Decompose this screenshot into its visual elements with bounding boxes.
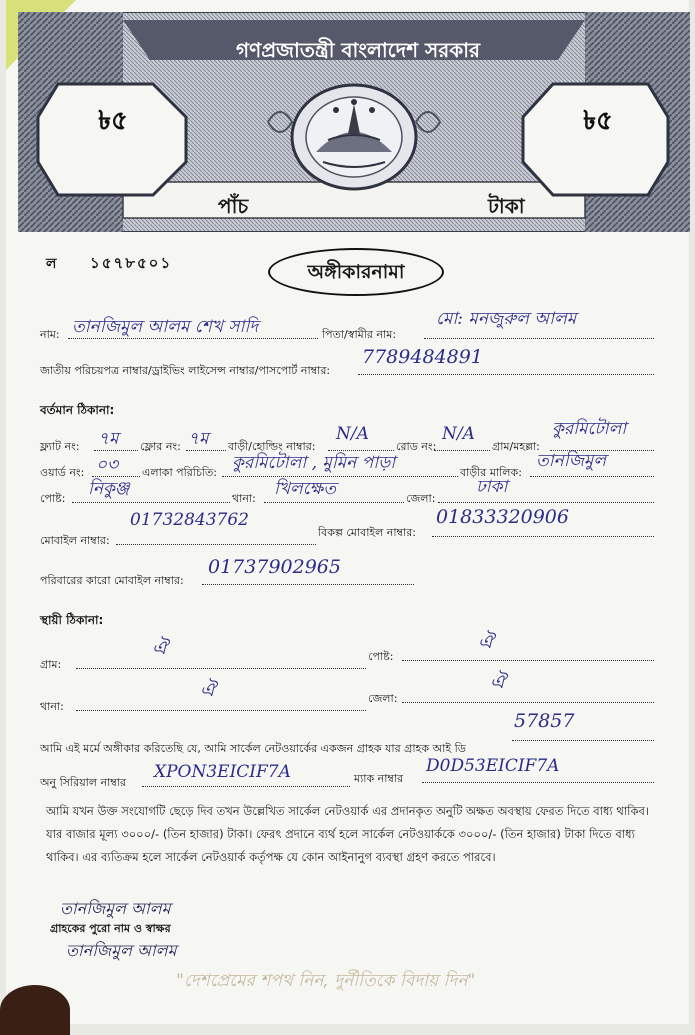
flat-value: ৭ম bbox=[98, 429, 119, 449]
area-value: কুরমিটোলা , মুমিন পাড়া bbox=[232, 453, 396, 473]
house-label: বাড়ী/হোল্ডিং নাম্বার: bbox=[228, 440, 316, 453]
declaration-paragraph bbox=[46, 800, 676, 869]
mobile-line bbox=[116, 544, 316, 545]
perm-post-label: পোষ্ট: bbox=[368, 650, 394, 663]
onu-label: অনু সিরিয়াল নাম্বার bbox=[40, 776, 127, 789]
footer-slogan: "দেশপ্রেমের শপথ নিন, দুর্নীতিকে বিদায় দিন" bbox=[176, 971, 476, 991]
declaration-line-2: যার বাজার মূল্য ৩০০০/- (তিন হাজার) টাকা। ফেরৎ প্রদানে ব্যর্থ হলে সার্কেল নেটওয়ার্ককে ৩০০০/- (তিন হাজার) টাকা দিতে বাধ্য bbox=[46, 827, 635, 841]
signature-caption: গ্রাহকের পুরো নাম ও স্বাক্ষর bbox=[50, 922, 171, 935]
perm-thana-line bbox=[76, 710, 366, 711]
owner-line bbox=[530, 476, 654, 477]
family-mobile-line bbox=[202, 584, 414, 585]
onu-line bbox=[142, 786, 350, 787]
stamp-header: গণপ্রজাতন্ত্রী বাংলাদেশ সরকার bbox=[236, 38, 480, 62]
customer-id-value: 57857 bbox=[514, 710, 575, 732]
perm-post-value: ঐ bbox=[478, 631, 494, 653]
thana-value: খিলক্ষেত bbox=[274, 479, 337, 499]
serial-number: ১৫৭৮৫০১ bbox=[90, 254, 173, 272]
perm-village-value: ঐ bbox=[152, 637, 168, 659]
owner-value: তানজিমুল bbox=[536, 451, 607, 471]
house-value: N/A bbox=[336, 424, 369, 444]
mobile-value: 01732843762 bbox=[130, 510, 249, 530]
floor-value: ৭ম bbox=[188, 429, 209, 449]
road-value: N/A bbox=[442, 424, 475, 444]
flat-label: ফ্ল্যাট নং: bbox=[40, 440, 80, 453]
name-label: নাম: bbox=[40, 328, 60, 341]
village-label: গ্রাম/মহল্লা: bbox=[492, 440, 540, 453]
district-label: জেলা: bbox=[406, 492, 436, 505]
nid-label: জাতীয় পরিচয়পত্র নাম্বার/ড্রাইভিং লাইসেন্স নাম্বার/পাসপোর্ট নাম্বার: bbox=[40, 364, 331, 377]
father-label: পিতা/স্বামীর নাম: bbox=[322, 328, 397, 341]
road-line bbox=[434, 450, 490, 451]
perm-thana-value: ঐ bbox=[200, 679, 216, 701]
nid-value: 7789484891 bbox=[362, 346, 483, 368]
stamp-denomination-right: ৳৫ bbox=[583, 106, 613, 136]
stamp-currency-word: টাকা bbox=[488, 194, 525, 218]
mac-label: ম্যাক নাম্বার bbox=[354, 772, 404, 785]
permanent-address-heading: স্থায়ী ঠিকানা: bbox=[40, 613, 104, 627]
floor-label: ফ্লোর নং: bbox=[140, 440, 181, 453]
customer-full-name: তানজিমুল আলম bbox=[66, 941, 177, 960]
declaration-line-1: আমি যখন উক্ত সংযোগটি ছেড়ে দিব তখন উল্লেখিত সার্কেল নেটওয়ার্ক এর প্রদানকৃত অনুটি অক্ষত অবস্থায় ফেরত দিতে বাধ্য থাকিব। bbox=[46, 804, 650, 818]
ward-value: ০৩ bbox=[96, 455, 119, 475]
serial-prefix: ল bbox=[46, 256, 57, 272]
owner-label: বাড়ীর মালিক: bbox=[460, 466, 522, 479]
mac-line bbox=[422, 782, 654, 783]
family-mobile-label: পরিবারের কারো মোবাইল নাম্বার: bbox=[40, 574, 184, 587]
district-value: ঢাকা bbox=[476, 477, 508, 497]
district-line bbox=[438, 502, 654, 503]
family-mobile-value: 01737902965 bbox=[208, 556, 341, 578]
post-label: পোষ্ট: bbox=[40, 492, 66, 505]
village-value: কুরমিটোলা bbox=[552, 419, 627, 439]
declaration-line-3: থাকিব। এর ব্যতিক্রম হলে সার্কেল নেটওয়ার্ক কর্তৃপক্ষ যে কোন আইনানুগ ব্যবস্থা গ্রহণ করতে পারবে। bbox=[46, 850, 496, 864]
mac-value: D0D53EICIF7A bbox=[426, 756, 560, 776]
perm-thana-label: থানা: bbox=[40, 700, 64, 713]
perm-district-value: ঐ bbox=[490, 671, 506, 693]
affidavit-paper bbox=[6, 0, 689, 1024]
name-value: তানজিমুল আলম শেখ সাদি bbox=[72, 317, 259, 337]
area-label: এলাকা পরিচিতি: bbox=[142, 466, 217, 479]
stamp-amount-word: পাঁচ bbox=[218, 194, 249, 218]
alt-mobile-label: বিকল্প মোবাইল নাম্বার: bbox=[318, 526, 416, 539]
stamp-denomination-left: ৳৫ bbox=[98, 106, 128, 136]
thumb-in-frame bbox=[0, 985, 70, 1035]
alt-mobile-line bbox=[432, 536, 654, 537]
perm-village-label: গ্রাম: bbox=[40, 658, 62, 671]
father-value: মো: মনজুরুল আলম bbox=[436, 309, 577, 329]
thana-label: থানা: bbox=[232, 492, 256, 505]
revenue-stamp bbox=[18, 12, 690, 232]
customer-signature: তানজিমুল আলম bbox=[60, 899, 171, 918]
mobile-label: মোবাইল নাম্বার: bbox=[40, 534, 110, 547]
post-value: নিকুঞ্জ bbox=[88, 479, 130, 499]
customer-id-line bbox=[512, 740, 654, 741]
customer-id-label: আমি এই মর্মে অঙ্গীকার করিতেছি যে, আমি সার্কেল নেটওয়ার্কের একজন গ্রাহক যার গ্রাহক আই ডি bbox=[40, 742, 466, 755]
road-label: রোড নং: bbox=[396, 440, 437, 453]
perm-village-line bbox=[76, 668, 366, 669]
document-title: অঙ্গীকারনামা bbox=[268, 248, 444, 296]
nid-line bbox=[358, 374, 654, 375]
alt-mobile-value: 01833320906 bbox=[436, 506, 569, 528]
perm-district-label: জেলা: bbox=[368, 692, 398, 705]
onu-value: XPON3EICIF7A bbox=[154, 762, 291, 782]
father-line bbox=[424, 338, 654, 339]
present-address-heading: বর্তমান ঠিকানা: bbox=[40, 403, 115, 417]
perm-post-line bbox=[402, 660, 654, 661]
ward-label: ওয়ার্ড নং: bbox=[40, 466, 85, 479]
perm-district-line bbox=[402, 702, 654, 703]
